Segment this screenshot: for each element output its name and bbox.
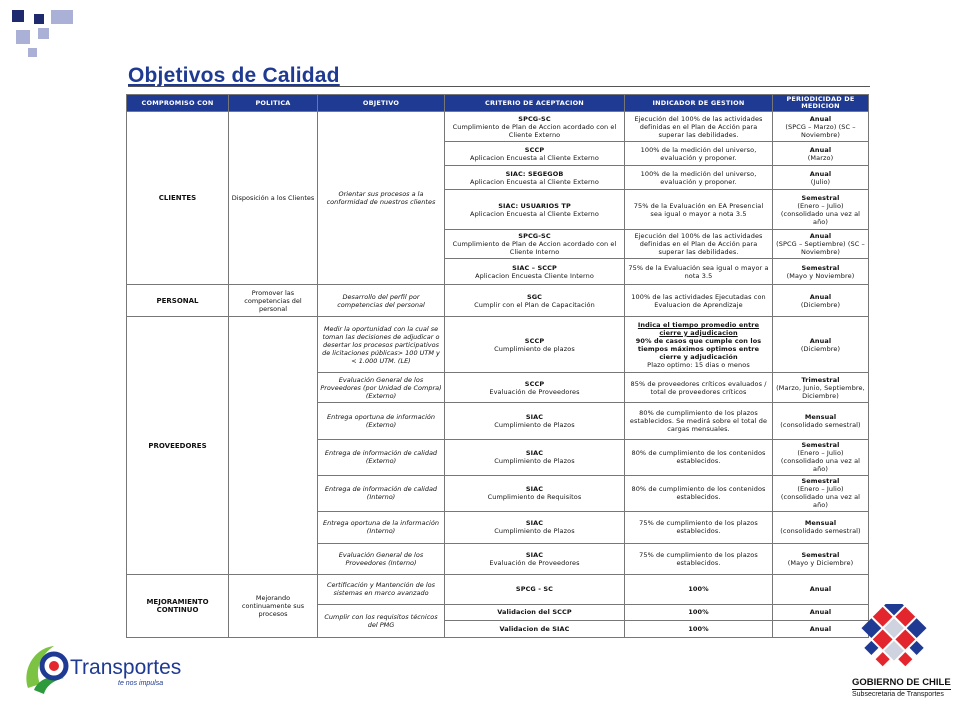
table-row bbox=[127, 574, 869, 604]
politica-personal: Promover las competencias del personal bbox=[229, 285, 318, 317]
criterio-cell bbox=[445, 475, 625, 511]
gobierno-star-icon bbox=[836, 604, 956, 674]
periodicidad-body: (Julio) bbox=[810, 177, 831, 186]
periodicidad-cell bbox=[773, 511, 869, 543]
periodicidad-head: Semestral bbox=[801, 193, 840, 202]
criterio-head: SIAC bbox=[525, 485, 544, 494]
transportes-tagline: te nos impulsa bbox=[118, 680, 164, 687]
periodicidad-head: Anual bbox=[809, 292, 832, 301]
objetivo-cell: Certificación y Mantención de los sistemas en marco avanzado bbox=[318, 574, 445, 604]
indicador-cell: 85% de proveedores críticos evaluados / total de proveedores críticos bbox=[625, 373, 773, 403]
politica-mejoramiento: Mejorando continuamente sus procesos bbox=[229, 574, 318, 637]
periodicidad-head: Semestral bbox=[801, 477, 840, 486]
decorative-square-dark bbox=[12, 10, 24, 22]
periodicidad-head: Trimestral bbox=[801, 375, 840, 384]
periodicidad-body: (Mayo y Noviembre) bbox=[786, 271, 855, 280]
periodicidad-head: Anual bbox=[809, 114, 832, 123]
criterio-cell bbox=[445, 439, 625, 475]
indicador-cell: 75% de la Evaluación sea igual o mayor a nota 3.5 bbox=[625, 259, 773, 285]
table-row bbox=[127, 112, 869, 142]
criterio-body: Cumplimiento de Plazos bbox=[494, 420, 575, 429]
periodicidad-body: (SPCG – Septiembre) (SC – Noviembre) bbox=[776, 240, 865, 257]
gobierno-subtitle: Subsecretaria de Transportes bbox=[852, 691, 944, 698]
indicador-cell: 100% de la medición del universo, evaluación y proponer. bbox=[625, 166, 773, 190]
indicador-cell: 75% de cumplimiento de los plazos establecidos. bbox=[625, 511, 773, 543]
periodicidad-body: (Diciembre) bbox=[800, 344, 841, 353]
decorative-square-light bbox=[38, 28, 49, 39]
criterio-head: SCCP bbox=[524, 336, 545, 345]
objetivo-cell: Medir la oportunidad con la cual se toman las decisiones de adjudicar o desertar los procesos participativos de licitaciones públicas> 100 UTM y < 1.000 UTM. (LE) bbox=[318, 317, 445, 373]
indicador-extra: Plazo optimo: 15 dias o menos bbox=[647, 360, 750, 369]
indicador-cell: 100% de la medición del universo, evaluación y proponer. bbox=[625, 142, 773, 166]
periodicidad-body: (Enero – Julio) (consolidado una vez al año) bbox=[780, 485, 861, 510]
indicador-cell: 80% de cumplimiento de los contenidos establecidos. bbox=[625, 439, 773, 475]
politica-proveedores bbox=[229, 317, 318, 574]
indicador-cell: 100% bbox=[625, 620, 773, 637]
criterio-body: Cumplimiento de Requisitos bbox=[487, 493, 582, 502]
periodicidad-body: (Marzo) bbox=[807, 153, 834, 162]
periodicidad-cell bbox=[773, 373, 869, 403]
group-clientes: CLIENTES bbox=[127, 112, 229, 285]
criterio-body: Aplicacion Encuesta Cliente Interno bbox=[475, 271, 594, 280]
periodicidad-cell bbox=[773, 317, 869, 373]
periodicidad-cell bbox=[773, 475, 869, 511]
criterio-cell bbox=[445, 511, 625, 543]
criterio-head: SIAC – SCCP bbox=[512, 263, 557, 272]
criterio-head: SIAC bbox=[525, 449, 544, 458]
periodicidad-head: Semestral bbox=[801, 550, 840, 559]
table-row bbox=[127, 317, 869, 373]
header-criterio: CRITERIO DE ACEPTACION bbox=[445, 95, 625, 112]
periodicidad-head: Mensual bbox=[804, 519, 837, 528]
criterio-body: Cumplir con el Plan de Capacitación bbox=[474, 300, 595, 309]
criterio-body: Aplicacion Encuesta al Cliente Externo bbox=[470, 209, 599, 218]
criterio-cell bbox=[445, 142, 625, 166]
quality-objectives-table bbox=[126, 94, 869, 638]
periodicidad-cell bbox=[773, 285, 869, 317]
group-mejoramiento-continuo: MEJORAMIENTO CONTINUO bbox=[127, 574, 229, 637]
criterio-cell bbox=[445, 317, 625, 373]
criterio-head: SPCG-SC bbox=[518, 232, 551, 241]
criterio-cell bbox=[445, 604, 625, 620]
indicador-cell: 80% de cumplimiento de los plazos establecidos. Se medirá sobre el total de cargas mensuales. bbox=[625, 403, 773, 439]
periodicidad-cell bbox=[773, 259, 869, 285]
criterio-cell bbox=[445, 574, 625, 604]
criterio-cell bbox=[445, 230, 625, 259]
decorative-square-dark bbox=[34, 14, 44, 24]
indicador-cell bbox=[625, 317, 773, 373]
periodicidad-cell bbox=[773, 574, 869, 604]
decorative-square-light bbox=[51, 10, 73, 24]
periodicidad-head: Anual bbox=[809, 232, 832, 241]
criterio-body: Cumplimiento de plazos bbox=[494, 344, 575, 353]
indicador-cell: 100% de las actividades Ejecutadas con Evaluacion de Aprendizaje bbox=[625, 285, 773, 317]
criterio-head: SIAC bbox=[525, 412, 544, 421]
criterio-cell bbox=[445, 543, 625, 574]
criterio-body: Cumplimiento de Plazos bbox=[494, 457, 575, 466]
periodicidad-body: (Mayo y Diciembre) bbox=[787, 558, 854, 567]
criterio-cell bbox=[445, 373, 625, 403]
objetivo-personal: Desarrollo del perfil por competencias del personal bbox=[318, 285, 445, 317]
header-compromiso: COMPROMISO CON bbox=[127, 95, 229, 112]
periodicidad-body: (Enero – Julio) (consolidado una vez al año) bbox=[780, 449, 861, 474]
criterio-cell bbox=[445, 112, 625, 142]
header-politica: POLITICA bbox=[229, 95, 318, 112]
criterio-head: SIAC: USUARIOS TP bbox=[498, 201, 571, 210]
criterio-head: SPCG - SC bbox=[515, 585, 554, 594]
indicador-cell: 100% bbox=[625, 574, 773, 604]
criterio-head: Validacion de SIAC bbox=[499, 624, 570, 633]
criterio-body: Evaluación de Proveedores bbox=[489, 387, 580, 396]
header-indicador: INDICADOR DE GESTION bbox=[625, 95, 773, 112]
gobierno-title: GOBIERNO DE CHILE bbox=[852, 677, 951, 688]
objetivo-cell: Entrega de información de calidad (Externo) bbox=[318, 439, 445, 475]
criterio-head: SIAC bbox=[525, 519, 544, 528]
objetivo-cell: Evaluación General de los Proveedores (Interno) bbox=[318, 543, 445, 574]
periodicidad-body: (Diciembre) bbox=[800, 300, 841, 309]
politica-clientes: Disposición a los Clientes bbox=[229, 112, 318, 285]
indicador-cell: Ejecución del 100% de las actividades definidas en el Plan de Acción para superar las debilidades. bbox=[625, 230, 773, 259]
criterio-cell bbox=[445, 166, 625, 190]
periodicidad-cell bbox=[773, 190, 869, 230]
indicador-cell: 100% bbox=[625, 604, 773, 620]
objetivo-clientes: Orientar sus procesos a la conformidad de nuestros clientes bbox=[318, 112, 445, 285]
periodicidad-cell bbox=[773, 166, 869, 190]
decorative-square-light bbox=[16, 30, 30, 44]
criterio-body: Aplicacion Encuesta al Cliente Externo bbox=[470, 153, 599, 162]
criterio-cell bbox=[445, 190, 625, 230]
table-row bbox=[127, 285, 869, 317]
periodicidad-head: Anual bbox=[809, 336, 832, 345]
criterio-cell bbox=[445, 259, 625, 285]
periodicidad-body: (consolidado semestral) bbox=[780, 527, 861, 536]
periodicidad-head: Anual bbox=[809, 169, 832, 178]
decorative-square-light bbox=[28, 48, 37, 57]
table-header-row bbox=[127, 95, 869, 112]
periodicidad-cell bbox=[773, 230, 869, 259]
header-objetivo: OBJETIVO bbox=[318, 95, 445, 112]
periodicidad-cell bbox=[773, 403, 869, 439]
criterio-cell bbox=[445, 285, 625, 317]
objetivo-cell: Entrega oportuna de información (Externo) bbox=[318, 403, 445, 439]
periodicidad-head: Anual bbox=[809, 585, 832, 594]
page-title: Objetivos de Calidad bbox=[128, 64, 340, 87]
periodicidad-body: (consolidado semestral) bbox=[780, 420, 861, 429]
objetivo-cell: Cumplir con los requisitos técnicos del PMG bbox=[318, 604, 445, 637]
objetivo-cell: Entrega de información de calidad (Interno) bbox=[318, 475, 445, 511]
transportes-name: Transportes bbox=[70, 656, 182, 679]
periodicidad-cell bbox=[773, 112, 869, 142]
transportes-logo bbox=[20, 640, 180, 702]
indicador-cell: 75% de la Evaluación en EA Presencial sea igual o mayor a nota 3.5 bbox=[625, 190, 773, 230]
periodicidad-cell bbox=[773, 142, 869, 166]
periodicidad-body: (Marzo, Junio, Septiembre, Diciembre) bbox=[776, 383, 865, 400]
criterio-body: Cumplimiento de Plan de Accion acordado con el Cliente Interno bbox=[452, 240, 617, 257]
criterio-head: SCCP bbox=[524, 379, 545, 388]
periodicidad-cell bbox=[773, 543, 869, 574]
periodicidad-head: Anual bbox=[809, 145, 832, 154]
indicador-cell: Ejecución del 100% de las actividades definidas en el Plan de Acción para superar las debilidades. bbox=[625, 112, 773, 142]
criterio-body: Cumplimiento de Plan de Accion acordado con el Cliente Externo bbox=[452, 122, 617, 139]
indicador-head: Indica el tiempo promedio entre cierre y adjudicacion bbox=[637, 320, 760, 337]
periodicidad-head: Semestral bbox=[801, 441, 840, 450]
indicador-cell: 80% de cumplimiento de los contenidos establecidos. bbox=[625, 475, 773, 511]
criterio-body: Cumplimiento de Plazos bbox=[494, 527, 575, 536]
periodicidad-head: Mensual bbox=[804, 412, 837, 421]
criterio-cell bbox=[445, 403, 625, 439]
criterio-head: SIAC: SEGEGOB bbox=[505, 169, 564, 178]
group-personal: PERSONAL bbox=[127, 285, 229, 317]
periodicidad-cell bbox=[773, 439, 869, 475]
header-periodicidad: PERIODICIDAD DE MEDICION bbox=[773, 95, 869, 112]
periodicidad-head: Anual bbox=[809, 624, 832, 633]
criterio-head: SCCP bbox=[524, 145, 545, 154]
transportes-logo-icon bbox=[20, 640, 72, 698]
indicador-cell: 75% de cumplimiento de los plazos establecidos. bbox=[625, 543, 773, 574]
criterio-head: SIAC bbox=[525, 550, 544, 559]
criterio-head: Validacion del SCCP bbox=[497, 608, 572, 617]
group-proveedores: PROVEEDORES bbox=[127, 317, 229, 574]
objetivo-cell: Entrega oportuna de la información (Interno) bbox=[318, 511, 445, 543]
criterio-head: SPCG-SC bbox=[518, 114, 551, 123]
indicador-body: 90% de casos que cumple con los tiempos máximos optimos entre cierre y adjudicación bbox=[635, 336, 762, 361]
criterio-body: Aplicacion Encuesta al Cliente Externo bbox=[470, 177, 599, 186]
criterio-head: SGC bbox=[526, 292, 543, 301]
periodicidad-head: Anual bbox=[809, 608, 832, 617]
criterio-body: Evaluación de Proveedores bbox=[489, 558, 580, 567]
periodicidad-body: (Enero – Julio) (consolidado una vez al año) bbox=[780, 201, 861, 226]
criterio-cell bbox=[445, 620, 625, 637]
periodicidad-head: Semestral bbox=[801, 263, 840, 272]
objetivo-cell: Evaluación General de los Proveedores (por Unidad de Compra) (Externo) bbox=[318, 373, 445, 403]
periodicidad-body: (SPCG – Marzo) (SC – Noviembre) bbox=[785, 122, 856, 139]
gobierno-de-chile-logo bbox=[836, 604, 956, 704]
